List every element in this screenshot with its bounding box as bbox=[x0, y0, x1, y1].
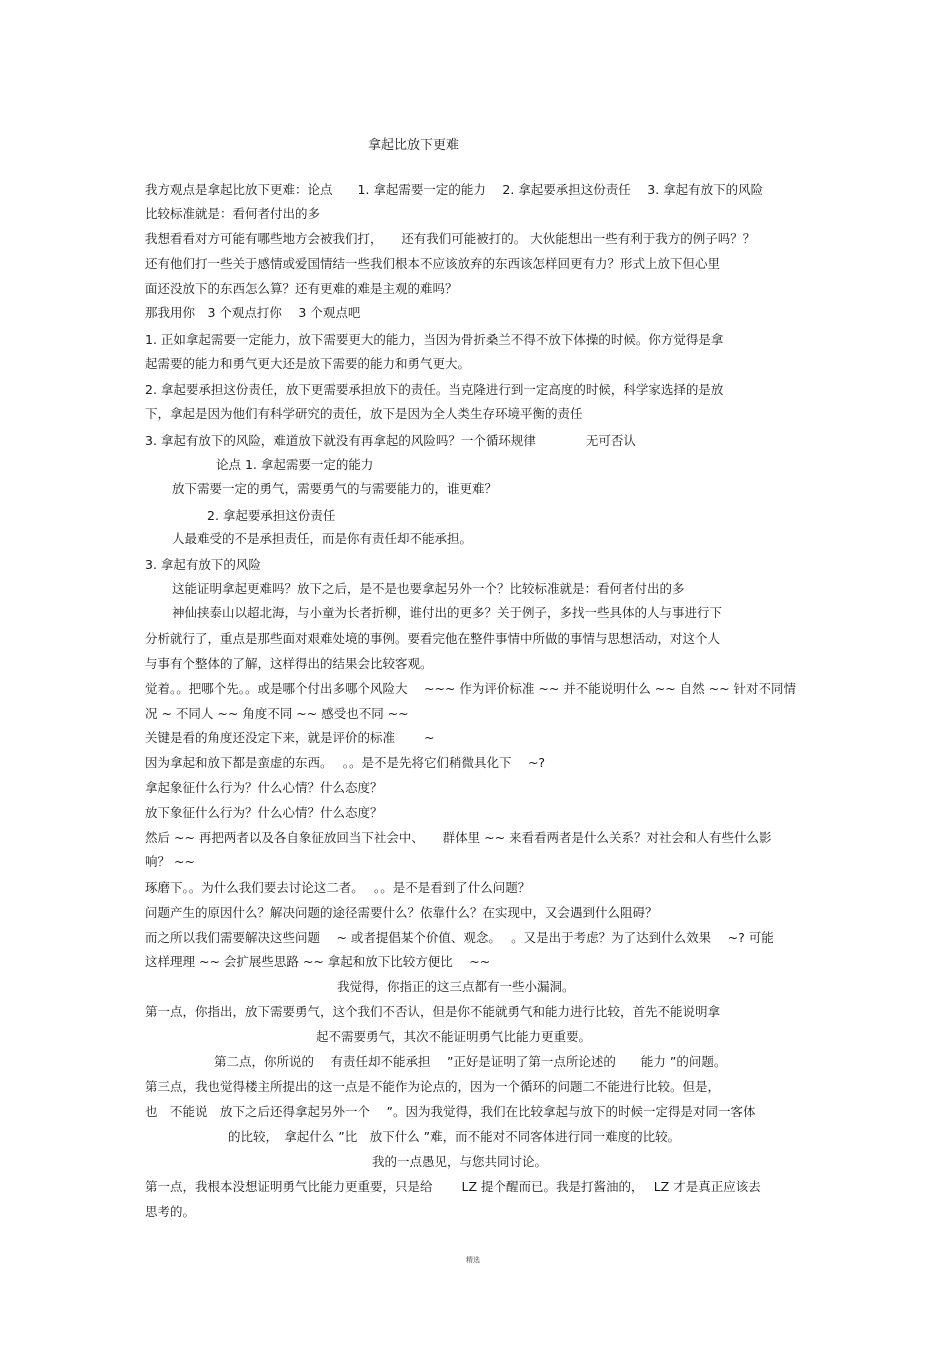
text-line: 还有他们打一些关于感情或爱国情结一些我们根本不应该放弃的东西该怎样回更有力？形式上放下但心里 bbox=[145, 256, 721, 271]
text-line: 论点 1. 拿起需要一定的能力 bbox=[216, 457, 374, 472]
text-line: 我的一点愚见，与您共同讨论。 bbox=[372, 1154, 548, 1169]
document-title: 拿起比放下更难 bbox=[368, 138, 460, 153]
text-line: 第一点，我根本没想证明勇气比能力更重要，只是给 LZ 提个醒而已。我是打酱油的， LZ 才是真正应该去 bbox=[145, 1179, 761, 1194]
text-line: 关键是看的角度还没定下来，就是评价的标准 ~ bbox=[145, 730, 435, 745]
text-line: 第二点，你所说的 有责任却不能承担 ”正好是证明了第一点所论述的 能力 ”的问题。 bbox=[214, 1054, 727, 1069]
text-line: 第三点，我也觉得楼主所提出的这一点是不能作为论点的，因为一个循环的问题二不能进行比较。但是， bbox=[145, 1079, 721, 1094]
text-line: 况 ~ 不同人 ~~ 角度不同 ~~ 感受也不同 ~~ bbox=[145, 706, 409, 721]
text-line: 那我用你 3 个观点打你 3 个观点吧 bbox=[145, 305, 361, 320]
text-line: 比较标准就是：看何者付出的多 bbox=[145, 206, 321, 221]
text-line: 这能证明拿起更难吗？放下之后，是不是也要拿起另外一个？比较标准就是：看何者付出的多 bbox=[172, 581, 685, 596]
text-line: 觉着。。把哪个先。。或是哪个付出多哪个风险大 ~~~ 作为评价标准 ~~ 并不能说明什么 ~~ 自然 ~~ 针对不同情 bbox=[145, 681, 797, 696]
text-line: 起需要的能力和勇气更大还是放下需要的能力和勇气更大。 bbox=[145, 356, 471, 371]
text-line: 人最难受的不是承担责任，而是你有责任却不能承担。 bbox=[172, 531, 473, 546]
text-line: 也 不能说 放下之后还得拿起另外一个 ”。因为我觉得，我们在比较拿起与放下的时候一定得是对同一客体 bbox=[145, 1104, 756, 1119]
text-line: 第一点，你指出，放下需要勇气，这个我们不否认，但是你不能就勇气和能力进行比较，首先不能说明拿 bbox=[145, 1004, 721, 1019]
text-line: 我觉得，你指正的这三点都有一些小漏洞。 bbox=[337, 979, 575, 994]
text-line: 问题产生的原因什么？解决问题的途径需要什么？依靠什么？在实现中，又会遇到什么阻碍？ bbox=[145, 905, 658, 920]
text-line: 分析就行了，重点是那些面对艰难处境的事例。要看完他在整件事情中所做的事情与思想活动，对这个人 bbox=[145, 631, 721, 646]
page-footer: 精选 bbox=[466, 1256, 480, 1264]
text-line: 2. 拿起要承担这份责任，放下更需要承担放下的责任。当克隆进行到一定高度的时候，科学家选择的是放 bbox=[145, 382, 724, 397]
text-line: 而之所以我们需要解决这些问题 ~ 或者提倡某个价值、观念。 。又是出于考虑？为了达到什么效果 ~? 可能 bbox=[145, 930, 774, 945]
text-line: 放下象征什么行为？什么心情？什么态度？ bbox=[145, 805, 383, 820]
text-line: 面还没放下的东西怎么算？还有更难的难是主观的难吗？ bbox=[145, 281, 458, 296]
text-line: 的比较， 拿起什么 ”比 放下什么 ”难，而不能对不同客体进行同一难度的比较。 bbox=[228, 1129, 681, 1144]
text-line: 2. 拿起要承担这份责任 bbox=[207, 508, 336, 523]
text-line: 3. 拿起有放下的风险 bbox=[145, 557, 261, 572]
text-line: 然后 ~~ 再把两者以及各自象征放回当下社会中、 群体里 ~~ 来看看两者是什么关系？对社会和人有些什么影 bbox=[145, 830, 772, 845]
text-line: 响？ ~~ bbox=[145, 854, 195, 869]
text-line: 我想看看对方可能有哪些地方会被我们打， 还有我们可能被打的。 大伙能想出一些有利于我方的例子吗？？ bbox=[145, 231, 756, 246]
text-line: 下，拿起是因为他们有科学研究的责任，放下是因为全人类生存环境平衡的责任 bbox=[145, 406, 583, 421]
text-line: 起不需要勇气，其次不能证明勇气比能力更重要。 bbox=[316, 1029, 592, 1044]
text-line: 思考的。 bbox=[145, 1204, 196, 1219]
text-line: 这样理理 ~~ 会扩展些思路 ~~ 拿起和放下比较方便比 ~~ bbox=[145, 954, 491, 969]
text-line: 因为拿起和放下都是蛮虚的东西。 。。是不是先将它们稍微具化下 ~? bbox=[145, 755, 546, 770]
text-line: 1. 正如拿起需要一定能力，放下需要更大的能力，当因为骨折桑兰不得不放下体操的时候。你方觉得是拿 bbox=[145, 332, 724, 347]
text-line: 3. 拿起有放下的风险，难道放下就没有再拿起的风险吗？一个循环规律 无可否认 bbox=[145, 433, 636, 448]
text-line: 拿起象征什么行为？什么心情？什么态度？ bbox=[145, 780, 383, 795]
text-line: 我方观点是拿起比放下更难：论点 1. 拿起需要一定的能力 2. 拿起要承担这份责任 3. 拿起有放下的风险 bbox=[145, 182, 764, 197]
text-line: 放下需要一定的勇气，需要勇气的与需要能力的，谁更难？ bbox=[172, 481, 498, 496]
text-line: 与事有个整体的了解，这样得出的结果会比较客观。 bbox=[145, 656, 433, 671]
text-line: 神仙挟泰山以超北海，与小童为长者折柳，谁付出的更多？关于例子，多找一些具体的人与事进行下 bbox=[172, 605, 723, 620]
text-line: 琢磨下。。为什么我们要去讨论这二者。 。。是不是看到了什么问题？ bbox=[145, 880, 531, 895]
